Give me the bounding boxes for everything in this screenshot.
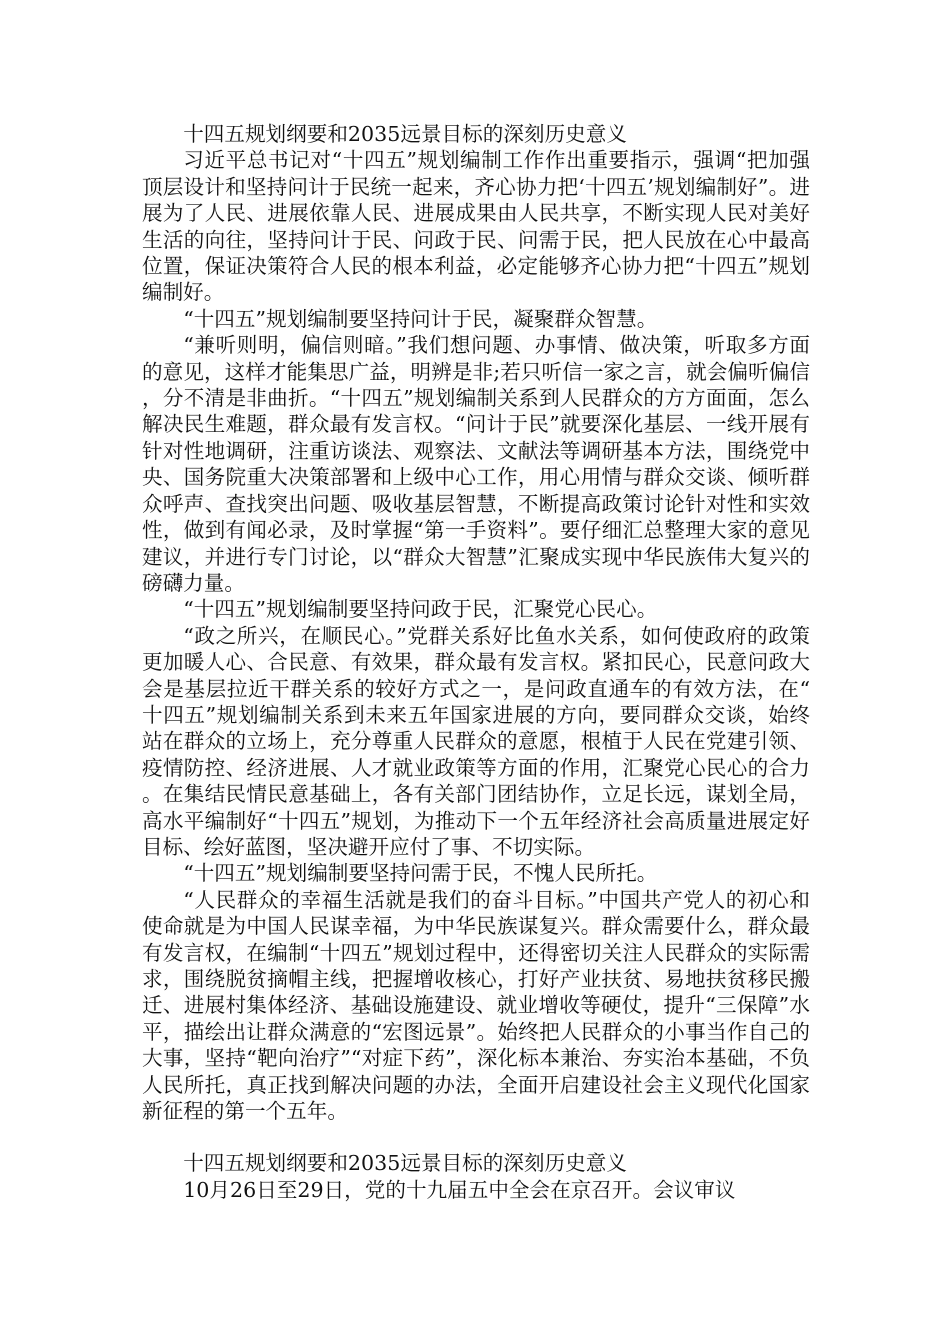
paragraph: “人民群众的幸福生活就是我们的奋斗目标。”中国共产党人的初心和使命就是为中国人民谋幸福，为中华民族谋复兴。群众需要什么，群众最有发言权，在编制“十四五”规划过程中，还得密切关注人民群众的实际需求，围绕脱贫摘帽主线，把握增收核心，打好产业扶贫、易地扶贫移民搬迁、进展村集体经济、基础设施建设、就业增收等硬仗，提升“三保障”水平，描绘出让群众满意的“宏图远景”。始终把人民群众的小事当作自己的大事，坚持“靶向治疗”“对症下药”，深化标本兼治、夯实治本基础，不负人民所托，真正找到解决问题的办法，全面开启建设社会主义现代化国家新征程的第一个五年。: [142, 887, 810, 1124]
paragraph: “政之所兴，在顺民心。”党群关系好比鱼水关系，如何使政府的政策更加暖人心、合民意、有效果，群众最有发言权。紧扣民心，民意问政大会是基层拉近干群关系的较好方式之一，是问政直通车的有效方法，在“十四五”规划编制关系到未来五年国家进展的方向，要同群众交谈，始终站在群众的立场上，充分尊重人民群众的意愿，根植于人民在党建引领、疫情防控、经济进展、人才就业政策等方面的作用，汇聚党心民心的合力。在集结民情民意基础上，各有关部门团结协作，立足长远，谋划全局，高水平编制好“十四五”规划，为推动下一个五年经济社会高质量进展定好目标、绘好蓝图，坚决避开应付了事、不切实际。: [142, 623, 810, 859]
section-1-title: 十四五规划纲要和2035远景目标的深刻历史意义: [183, 122, 627, 146]
paragraph: “十四五”规划编制要坚持问政于民，汇聚党心民心。: [183, 597, 658, 622]
section-gap: [142, 1124, 810, 1150]
paragraph: 10月26日至29日，党的十九届五中全会在京召开。会议审议: [183, 1177, 736, 1202]
paragraph: “十四五”规划编制要坚持问需于民，不愧人民所托。: [183, 861, 658, 886]
paragraph: 习近平总书记对“十四五”规划编制工作作出重要指示，强调“把加强顶层设计和坚持问计于民统一起来，齐心协力把‘十四五’规划编制好”。进展为了人民、进展依靠人民、进展成果由人民共享，不断实现人民对美好生活的向往，坚持问计于民、问政于民、问需于民，把人民放在心中最高位置，保证决策符合人民的根本利益，必定能够齐心协力把“十四五”规划编制好。: [142, 148, 810, 305]
document-body: [142, 121, 810, 1203]
section-2-title: 十四五规划纲要和2035远景目标的深刻历史意义: [183, 1151, 627, 1176]
paragraph: “兼听则明，偏信则暗。”我们想问题、办事情、做决策，听取多方面的意见，这样才能集思广益，明辨是非;若只听信一家之言，就会偏听偏信，分不清是非曲折。“十四五”规划编制关系到人民群众的方方面面，怎么解决民生难题，群众最有发言权。“问计于民”就要深化基层、一线开展有针对性地调研，注重访谈法、观察法、文献法等调研基本方法，围绕党中央、国务院重大决策部署和上级中心工作，用心用情与群众交谈、倾听群众呼声、查找突出问题、吸收基层智慧，不断提高政策讨论针对性和实效性，做到有闻必录，及时掌握“第一手资料”。要仔细汇总整理大家的意见建议，并进行专门讨论，以“群众大智慧”汇聚成实现中华民族伟大复兴的磅礴力量。: [142, 333, 810, 595]
paragraph: “十四五”规划编制要坚持问计于民，凝聚群众智慧。: [183, 306, 658, 331]
